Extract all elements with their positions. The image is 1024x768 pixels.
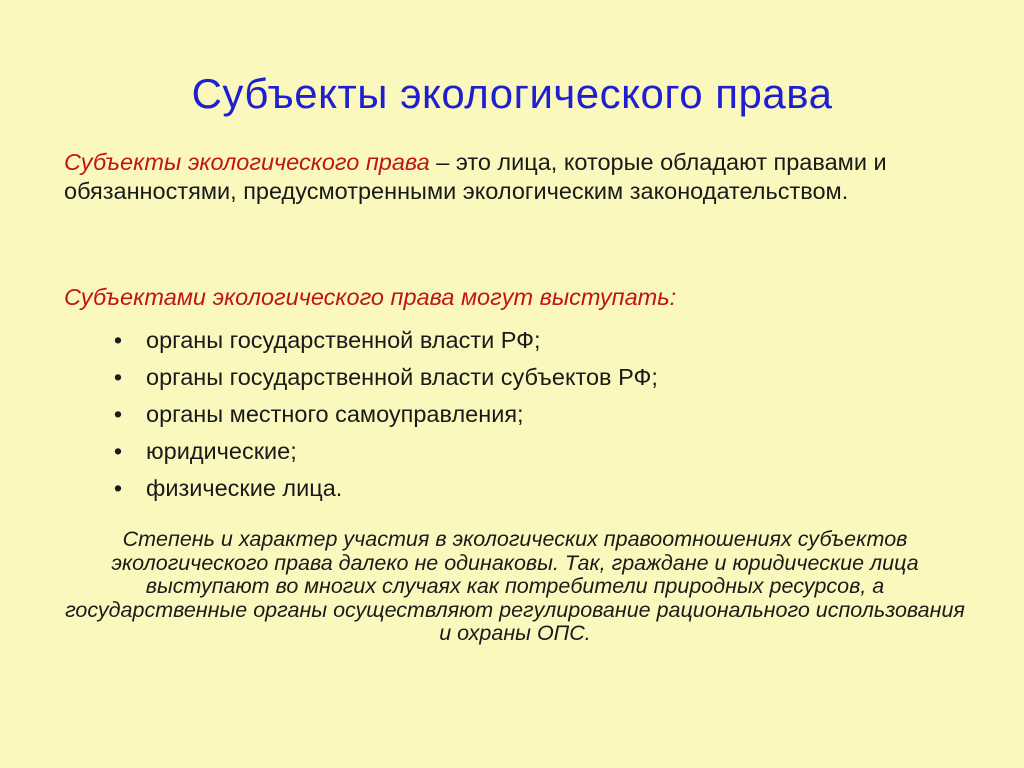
definition-paragraph bbox=[64, 148, 964, 206]
list-item-text: юридические; bbox=[146, 438, 297, 464]
list-intro: Субъектами экологического права могут выступать: bbox=[64, 284, 677, 310]
list-item bbox=[108, 322, 658, 359]
list-item bbox=[108, 396, 658, 433]
list-item-text: органы местного самоуправления; bbox=[146, 401, 524, 427]
definition-term: Субъекты экологического права bbox=[64, 149, 430, 175]
bullet-icon: • bbox=[113, 438, 123, 464]
subjects-list bbox=[108, 322, 658, 507]
bullet-icon: • bbox=[113, 327, 123, 353]
bullet-icon: • bbox=[113, 401, 123, 427]
slide-title: Субъекты экологического права bbox=[191, 70, 833, 117]
list-item bbox=[108, 433, 658, 470]
bullet-icon: • bbox=[113, 364, 123, 390]
list-item bbox=[108, 470, 658, 507]
list-item-text: органы государственной власти субъектов РФ; bbox=[146, 364, 658, 390]
list-item-text: органы государственной власти РФ; bbox=[146, 327, 541, 353]
conclusion-paragraph: Степень и характер участия в экологических правоотношениях субъектов экологического права далеко не одинаковы. Так, граждане и юридические лица выступают во многих случаях как потребители природных ресурсов, а государственные органы осуществляют регулирование рационального использования и охраны ОПС. bbox=[65, 527, 965, 645]
definition-text: – это лица, которые обладают правами и обязанностями, предусмотренными экологическим законодательством. bbox=[64, 149, 887, 204]
bullet-icon: • bbox=[113, 475, 123, 501]
list-item-text: физические лица. bbox=[146, 475, 343, 501]
list-item bbox=[108, 359, 658, 396]
